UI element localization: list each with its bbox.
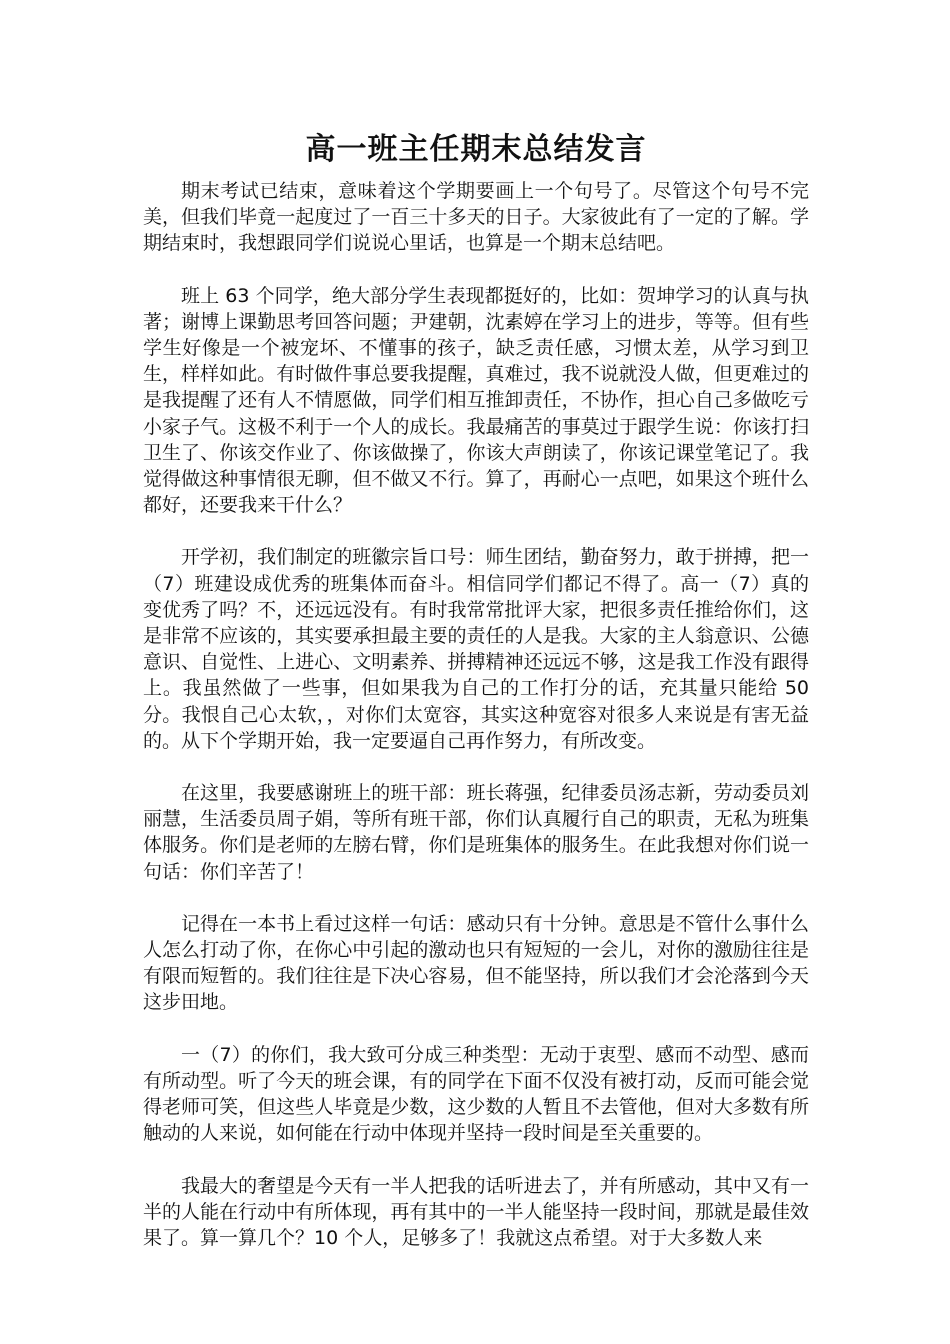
paragraph-thanks-cadres: 在这里，我要感谢班上的班干部：班长蒋强，纪律委员汤志新，劳动委员刘丽慧，生活委员周子娟，等所有班干部，你们认真履行自己的职责，无私为班集体服务。你们是老师的左膀右臂，你们是班集体的服务生。在此我想对你们说一句话：你们辛苦了！ bbox=[143, 782, 809, 883]
paragraph-three-types: 一（7）的你们，我大致可分成三种类型：无动于衷型、感而不动型、感而有所动型。听了今天的班会课，有的同学在下面不仅没有被打动，反而可能会觉得老师可笑，但这些人毕竟是少数，这少数的人暂且不去管他，但对大多数有所触动的人来说，如何能在行动中体现并坚持一段时间是至关重要的。 bbox=[143, 1043, 809, 1145]
paragraph-student-performance: 班上 63 个同学，绝大部分学生表现都挺好的，比如：贺坤学习的认真与执著；谢博上课勤思考回答问题；尹建朝，沈素婷在学习上的进步，等等。但有些学生好像是一个被宠坏、不懂事的孩子，缺乏责任感，习惯太差，从学习到卫生，样样如此。有时做件事总要我提醒，真难过，我不说就没人做，但更难过的是我提醒了还有人不情愿做，同学们相互推卸责任，不协作，担心自己多做吃亏小家子气。这极不利于一个人的成长。我最痛苦的事莫过于跟学生说：你该打扫卫生了、你该交作业了、你该做操了，你该大声朗读了，你该记课堂笔记了。我觉得做这种事情很无聊，但不做又不行。算了，再耐心一点吧，如果这个班什么都好，还要我来干什么？ bbox=[143, 284, 809, 517]
paragraph-hope: 我最大的奢望是今天有一半人把我的话听进去了，并有所感动，其中又有一半的人能在行动中有所体现，再有其中的一半人能坚持一段时间，那就是最佳效果了。算一算几个？10 个人，足够多了！我就这点希望。对于大多数人来 bbox=[143, 1174, 809, 1249]
document-page bbox=[143, 127, 809, 1277]
paragraph-opening: 期末考试已结束，意味着这个学期要画上一个句号了。尽管这个句号不完美，但我们毕竟一起度过了一百三十多天的日子。大家彼此有了一定的了解。学期结束时，我想跟同学们说说心里话，也算是一个期末总结吧。 bbox=[143, 180, 809, 255]
document-title: 高一班主任期末总结发言 bbox=[305, 132, 647, 167]
paragraph-class-motto: 开学初，我们制定的班徽宗旨口号：师生团结，勤奋努力，敢于拼搏，把一（7）班建设成优秀的班集体而奋斗。相信同学们都记不得了。高一（7）真的变优秀了吗？不，还远远没有。有时我常常批评大家，把很多责任推给你们，这是非常不应该的，其实要承担最主要的责任的人是我。大家的主人翁意识、公德意识、自觉性、上进心、文明素养、拼搏精神还远远不够，这是我工作没有跟得上。我虽然做了一些事，但如果我为自己的工作打分的话，充其量只能给 50 分。我恨自己心太软，，对你们太宽容，其实这种宽容对很多人来说是有害无益的。从下个学期开始，我一定要逼自己再作努力，有所改变。 bbox=[143, 546, 809, 752]
paragraph-ten-minutes: 记得在一本书上看过这样一句话：感动只有十分钟。意思是不管什么事什么人怎么打动了你，在你心中引起的激动也只有短短的一会儿，对你的激励往往是有限而短暂的。我们往往是下决心容易，但不能坚持，所以我们才会沦落到今天这步田地。 bbox=[143, 912, 809, 1014]
